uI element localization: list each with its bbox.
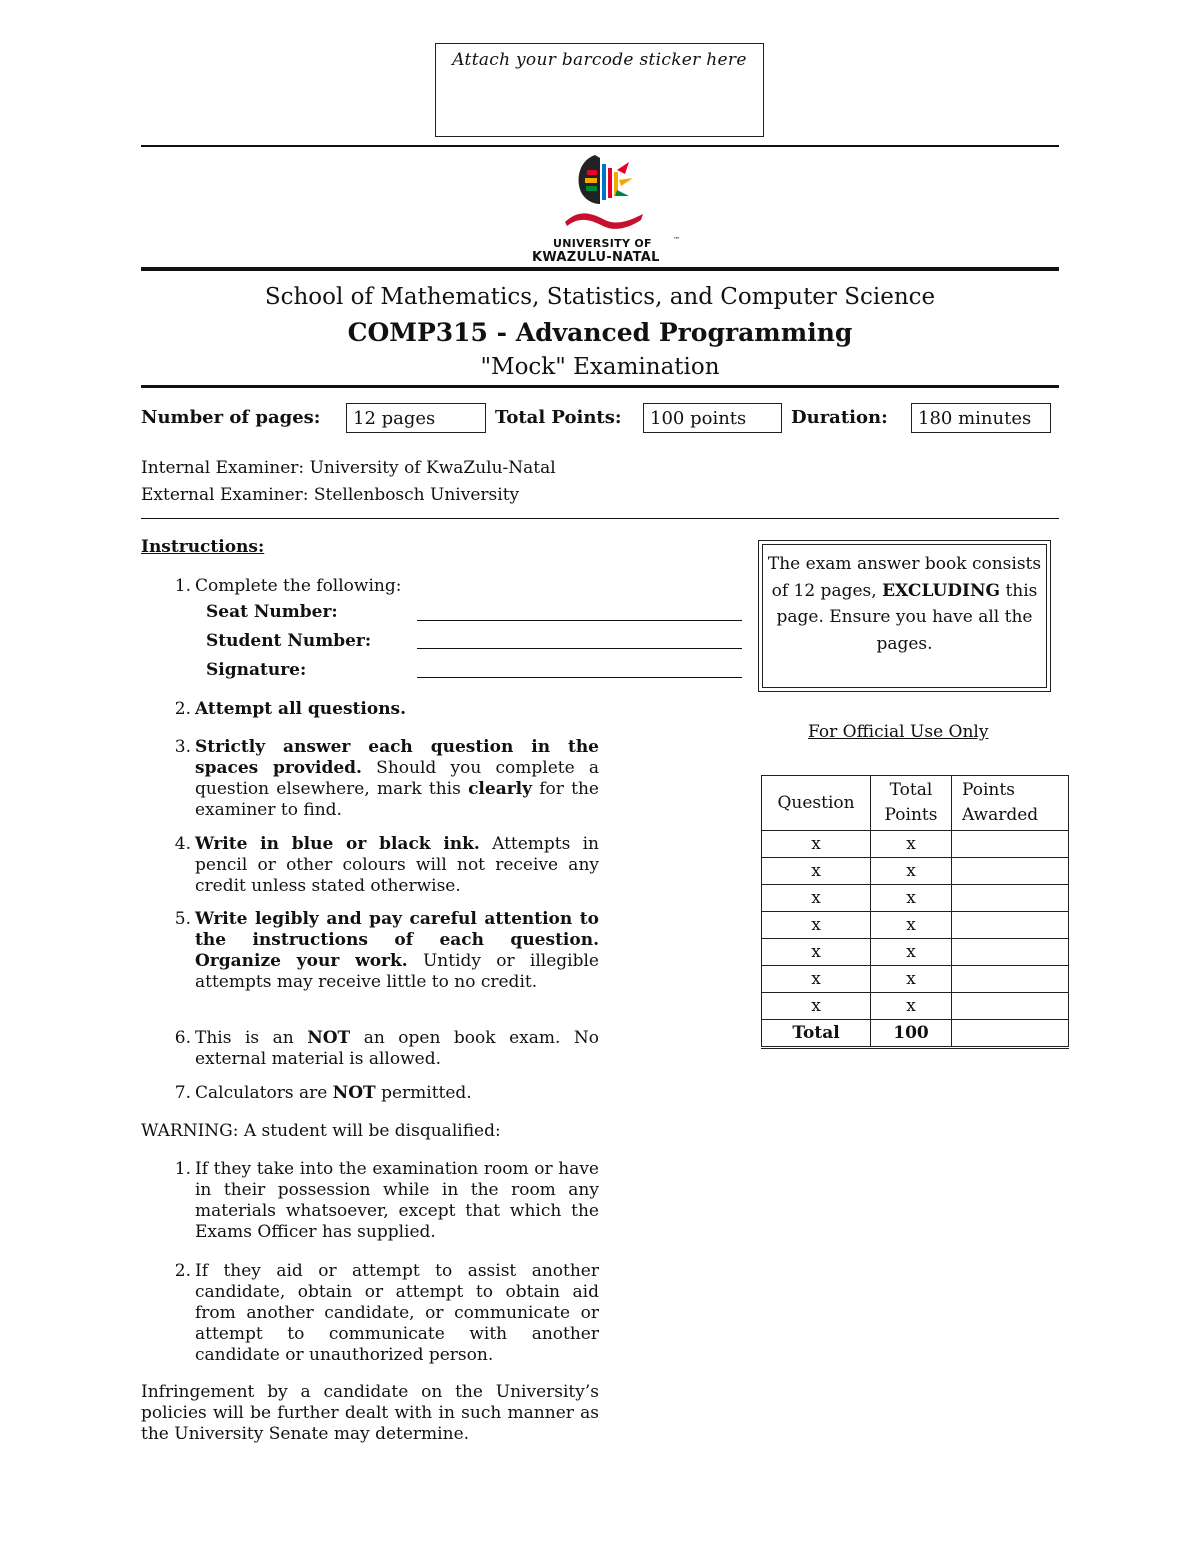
table-row: x x	[762, 912, 1069, 939]
external-examiner: External Examiner: Stellenbosch University	[141, 485, 520, 505]
notice-text: The exam answer book consists of 12 pages, EXCLUDING this page. Ensure you have all the pages.	[762, 544, 1047, 688]
instruction-text: Calculators are NOT permitted.	[195, 1083, 472, 1103]
university-logo-icon	[555, 150, 665, 235]
divider	[141, 518, 1059, 519]
instruction-text: Write in blue or black ink. Attempts in pencil or other colours will not receive any credit unless stated otherwise.	[195, 834, 599, 896]
logo-text-line2: KWAZULU-NATAL	[532, 250, 660, 265]
instruction-item-5: 5. Write legibly and pay careful attention to the instructions of each question. Organize your work. Untidy or illegible attempts may receive little to no credit.	[174, 909, 599, 992]
column-header: Points Awarded	[952, 776, 1069, 831]
school-name: School of Mathematics, Statistics, and Computer Science	[264, 284, 936, 310]
signature-label: Signature:	[206, 660, 307, 680]
student-number-line[interactable]	[417, 648, 742, 649]
points-value: 100 points	[643, 403, 782, 433]
total-row	[762, 1020, 1069, 1048]
warning-heading: WARNING: A student will be disqualified:	[141, 1121, 501, 1141]
seat-number-line[interactable]	[417, 620, 742, 621]
total-label: Total	[762, 1020, 871, 1048]
divider-thick	[141, 267, 1059, 271]
divider-thick	[141, 385, 1059, 388]
logo-text-line1: UNIVERSITY OF	[553, 237, 652, 250]
warning-item-2: 2. If they aid or attempt to assist another candidate, obtain or attempt to obtain aid from another candidate, or communicate or attempt to communicate with another candidate or unauthorized person.	[174, 1261, 599, 1365]
total-value: 100	[871, 1020, 952, 1048]
table-row: x x	[762, 993, 1069, 1020]
instruction-text: Write legibly and pay careful attention to the instructions of each question. Organize your work. Untidy or illegible attempts may receive little to no credit.	[195, 909, 599, 992]
official-use-title: For Official Use Only	[808, 722, 989, 742]
warning-text: If they take into the examination room or have in their possession while in the room any materials whatsoever, except that which the Exams Officer has supplied.	[195, 1159, 599, 1242]
barcode-instruction: Attach your barcode sticker here	[452, 50, 747, 70]
instruction-item-4: 4. Write in blue or black ink. Attempts in pencil or other colours will not receive any credit unless stated otherwise.	[174, 834, 599, 896]
student-number-label: Student Number:	[206, 631, 372, 651]
instruction-text: Strictly answer each question in the spaces provided. Should you complete a question elsewhere, mark this clearly for the examiner to find.	[195, 737, 599, 820]
instruction-item-7: 7. Calculators are NOT permitted.	[167, 1083, 599, 1105]
column-header: Total Points	[871, 776, 952, 831]
exam-type: "Mock" Examination	[480, 354, 720, 380]
table-row: x x	[762, 858, 1069, 885]
barcode-sticker-box	[435, 43, 764, 137]
course-title: COMP315 - Advanced Programming	[347, 318, 853, 347]
trademark-symbol: ™	[673, 236, 680, 244]
instructions-heading: Instructions:	[141, 537, 265, 557]
divider	[141, 145, 1059, 147]
notice-box	[758, 540, 1051, 692]
table-row: x x	[762, 885, 1069, 912]
column-header: Question	[762, 776, 871, 831]
instruction-text: Attempt all questions.	[195, 699, 407, 719]
table-row: x x	[762, 966, 1069, 993]
table-row: x x	[762, 939, 1069, 966]
internal-examiner: Internal Examiner: University of KwaZulu-Natal	[141, 458, 556, 478]
warning-item-1: 1. If they take into the examination room or have in their possession while in the room any materials whatsoever, except that which the Exams Officer has supplied.	[174, 1159, 599, 1242]
seat-number-label: Seat Number:	[206, 602, 338, 622]
pages-label: Number of pages:	[141, 407, 321, 428]
table-row: x x	[762, 831, 1069, 858]
instruction-item-1: 1. Complete the following:	[167, 576, 599, 598]
instruction-item-6: 6. This is an NOT an open book exam. No external material is allowed.	[174, 1028, 599, 1069]
instruction-text: This is an NOT an open book exam. No external material is allowed.	[195, 1028, 599, 1069]
warning-text: If they aid or attempt to assist another candidate, obtain or attempt to obtain aid from another candidate, or communicate or attempt to communicate with another candidate or unauthorized person.	[195, 1261, 599, 1365]
instruction-item-2: 2. Attempt all questions.	[167, 699, 599, 721]
instruction-item-3: 3. Strictly answer each question in the spaces provided. Should you complete a question elsewhere, mark this clearly for the examiner to find.	[174, 737, 599, 820]
duration-value: 180 minutes	[911, 403, 1051, 433]
pages-value: 12 pages	[346, 403, 486, 433]
instruction-text: Complete the following:	[195, 576, 402, 596]
marks-table	[761, 775, 1069, 1049]
infringement-note: Infringement by a candidate on the University’s policies will be further dealt with in such manner as the University Senate may determine.	[141, 1382, 599, 1444]
duration-label: Duration:	[791, 407, 888, 428]
signature-line[interactable]	[417, 677, 742, 678]
points-label: Total Points:	[495, 407, 622, 428]
